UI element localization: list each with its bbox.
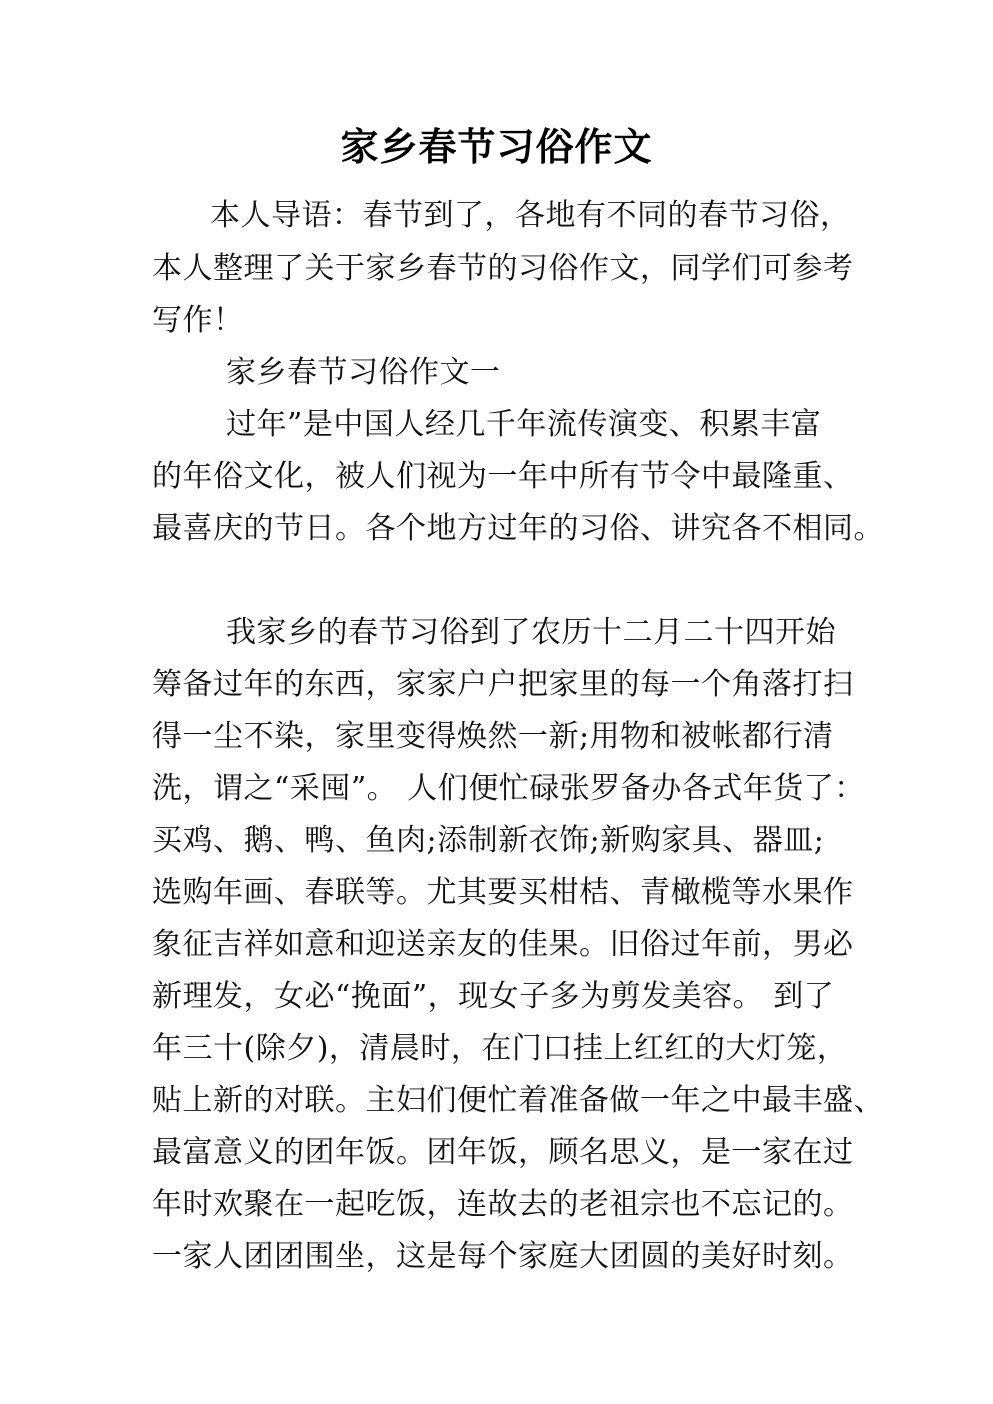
paragraph-line: 一家人团团围坐，这是每个家庭大团圆的美好时刻。 <box>152 1239 854 1274</box>
paragraph-line: 筹备过年的东西，家家户户把家里的每一个角落打扫 <box>152 667 854 702</box>
document-title: 家乡春节习俗作文 <box>340 125 653 169</box>
paragraph-line: 年三十(除夕)，清晨时，在门口挂上红红的大灯笼， <box>152 1031 848 1066</box>
paragraph-line: 买鸡、鹅、鸭、鱼肉;添制新衣饰;新购家具、器皿; <box>152 823 825 858</box>
paragraph-line: 过年”是中国人经几千年流传演变、积累丰富 <box>226 407 822 442</box>
paragraph-line: 我家乡的春节习俗到了农历十二月二十四开始 <box>226 615 836 650</box>
paragraph-line: 选购年画、春联等。尤其要买柑桔、青橄榄等水果作 <box>152 875 854 910</box>
paragraph-line: 最富意义的团年饭。团年饭，顾名思义，是一家在过 <box>152 1135 854 1170</box>
paragraph-line: 最喜庆的节日。各个地方过年的习俗、讲究各不相同。 <box>152 511 884 546</box>
paragraph-line: 得一尘不染，家里变得焕然一新;用物和被帐都行清 <box>152 719 834 754</box>
paragraph-line: 的年俗文化，被人们视为一年中所有节令中最隆重、 <box>152 459 854 494</box>
paragraph-line: 年时欢聚在一起吃饭，连故去的老祖宗也不忘记的。 <box>152 1187 854 1222</box>
section-heading: 家乡春节习俗作文一 <box>226 355 501 390</box>
paragraph-line: 象征吉祥如意和迎送亲友的佳果。旧俗过年前，男必 <box>152 927 854 962</box>
intro-line: 本人导语：春节到了，各地有不同的春节习俗， <box>210 198 851 233</box>
intro-line: 本人整理了关于家乡春节的习俗作文，同学们可参考 <box>152 251 854 286</box>
paragraph-line: 贴上新的对联。主妇们便忙着准备做一年之中最丰盛、 <box>152 1083 884 1118</box>
paragraph-line: 洗，谓之“采囤”。 人们便忙碌张罗备办各式年货了： <box>152 771 865 806</box>
paragraph-line: 新理发，女必“挽面”，现女子多为剪发美容。 到了 <box>152 979 835 1014</box>
intro-line: 写作！ <box>152 303 244 338</box>
